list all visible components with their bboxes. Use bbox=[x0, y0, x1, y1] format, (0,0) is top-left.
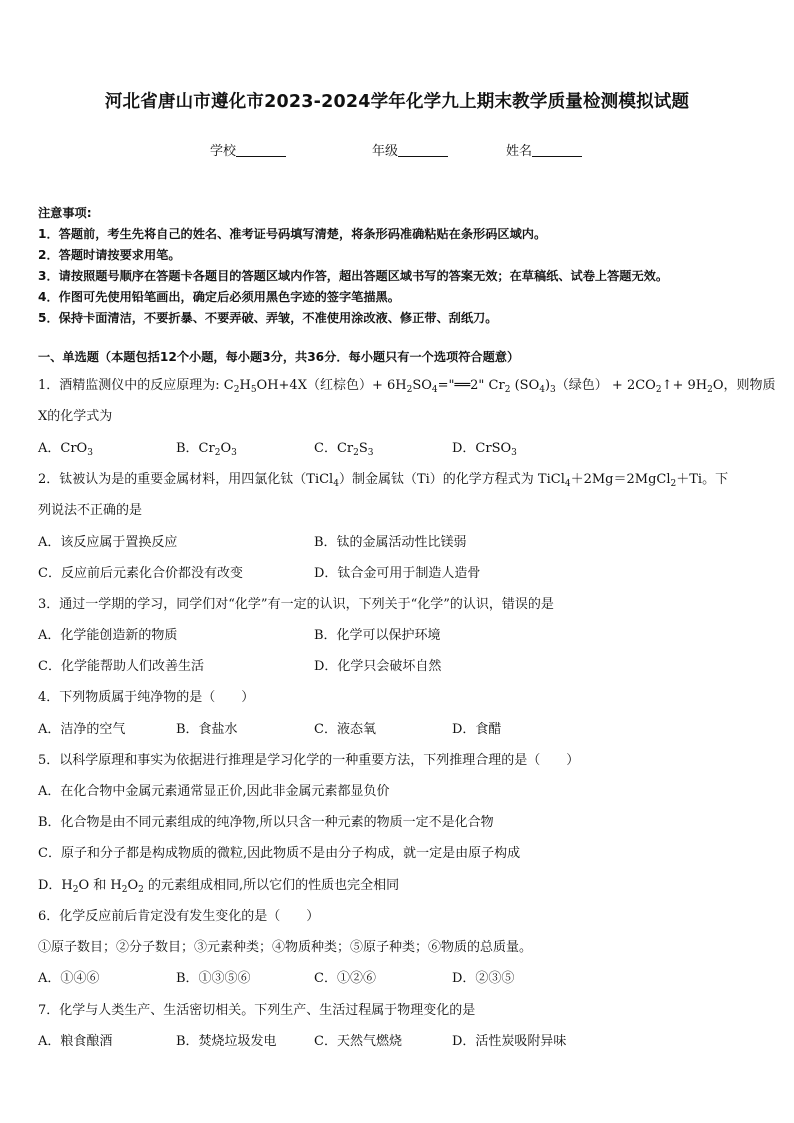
question-5-option-a[interactable]: A．在化合物中金属元素通常显正价,因此非金属元素都显负价 bbox=[38, 784, 390, 799]
school-blank[interactable] bbox=[236, 143, 286, 157]
question-4-stem: 4．下列物质属于纯净物的是（ ） bbox=[38, 690, 255, 705]
question-6-option-a[interactable]: A．①④⑥ bbox=[38, 971, 100, 986]
notice-item: 2．答题时请按要求用笔。 bbox=[38, 248, 181, 262]
question-7-stem: 7．化学与人类生产、生活密切相关。下列生产、生活过程属于物理变化的是 bbox=[38, 1003, 476, 1018]
question-5-stem: 5．以科学原理和事实为依据进行推理是学习化学的一种重要方法，下列推理合理的是（ ） bbox=[38, 753, 580, 768]
exam-title: 河北省唐山市遵化市2023-2024学年化学九上期末教学质量检测模拟试题 bbox=[104, 92, 690, 112]
question-2-stem-cont: 列说法不正确的是 bbox=[38, 503, 143, 518]
school-field[interactable]: 学校 bbox=[210, 140, 286, 159]
notice-item: 4．作图可先使用铅笔画出，确定后必须用黑色字迹的签字笔描黑。 bbox=[38, 290, 400, 304]
notice-title: 注意事项: bbox=[38, 206, 92, 220]
notice-item: 5．保持卡面清洁，不要折暴、不要弄破、弄皱，不准使用涂改液、修正带、刮纸刀。 bbox=[38, 311, 498, 325]
question-1-option-c[interactable]: C．$Cr_2S_3$ bbox=[314, 441, 374, 458]
question-4-option-d[interactable]: D．食醋 bbox=[452, 722, 502, 737]
question-2-option-b[interactable]: B．钛的金属活动性比镁弱 bbox=[314, 535, 467, 550]
question-7-option-a[interactable]: A．粮食酿酒 bbox=[38, 1034, 113, 1049]
question-1-stem-cont: X的化学式为 bbox=[38, 409, 113, 424]
question-2-option-d[interactable]: D．钛合金可用于制造人造骨 bbox=[314, 566, 481, 581]
name-field[interactable]: 姓名 bbox=[506, 140, 582, 159]
question-4-option-b[interactable]: B．食盐水 bbox=[176, 722, 238, 737]
section-title: 一、单选题（本题包括12个小题，每小题3分，共36分．每小题只有一个选项符合题意） bbox=[38, 350, 520, 364]
question-1-stem: 1．酒精监测仪中的反应原理为: $C_2H_5OH+4X$（红棕色）+ $6H_2SO_4="══2$" $Cr_2$ $(SO_4)_3$（绿色） + $2CO_2↑+ 9H_2O$，则物质 bbox=[38, 378, 776, 395]
question-6-option-c[interactable]: C．①②⑥ bbox=[314, 971, 376, 986]
name-blank[interactable] bbox=[532, 143, 582, 157]
question-2-option-c[interactable]: C．反应前后元素化合价都没有改变 bbox=[38, 566, 243, 581]
question-3-option-d[interactable]: D．化学只会破坏自然 bbox=[314, 659, 442, 674]
grade-blank[interactable] bbox=[398, 143, 448, 157]
question-1-option-d[interactable]: D．CrSO$_3$ bbox=[452, 441, 517, 458]
question-4-option-c[interactable]: C．液态氧 bbox=[314, 722, 376, 737]
question-6-items: ①原子数目；②分子数目；③元素种类；④物质种类；⑤原子种类；⑥物质的总质量。 bbox=[38, 940, 533, 955]
notice-item: 1．答题前，考生先将自己的姓名、准考证号码填写清楚，将条形码准确粘贴在条形码区域内。 bbox=[38, 227, 547, 241]
question-7-option-b[interactable]: B．焚烧垃圾发电 bbox=[176, 1034, 277, 1049]
question-3-stem: 3．通过一学期的学习，同学们对“化学”有一定的认识，下列关于“化学”的认识，错误的是 bbox=[38, 597, 554, 612]
question-6-stem: 6．化学反应前后肯定没有发生变化的是（ ） bbox=[38, 909, 320, 924]
question-5-option-c[interactable]: C．原子和分子都是构成物质的微粒,因此物质不是由分子构成，就一定是由原子构成 bbox=[38, 846, 521, 861]
question-1-option-b[interactable]: B．$Cr_2O_3$ bbox=[176, 441, 237, 458]
question-5-option-b[interactable]: B．化合物是由不同元素组成的纯净物,所以只含一种元素的物质一定不是化合物 bbox=[38, 815, 494, 830]
question-3-option-a[interactable]: A．化学能创造新的物质 bbox=[38, 628, 178, 643]
question-5-option-d[interactable]: D．$H_2O$ 和 $H_2O_2$ 的元素组成相同,所以它们的性质也完全相同 bbox=[38, 878, 400, 895]
question-3-option-b[interactable]: B．化学可以保护环境 bbox=[314, 628, 441, 643]
question-1-option-a[interactable]: A．CrO$_3$ bbox=[38, 441, 93, 458]
question-4-option-a[interactable]: A．洁净的空气 bbox=[38, 722, 126, 737]
grade-field[interactable]: 年级 bbox=[372, 140, 448, 159]
question-6-option-d[interactable]: D．②③⑤ bbox=[452, 971, 515, 986]
question-2-option-a[interactable]: A．该反应属于置换反应 bbox=[38, 535, 178, 550]
question-3-option-c[interactable]: C．化学能帮助人们改善生活 bbox=[38, 659, 204, 674]
question-6-option-b[interactable]: B．①③⑤⑥ bbox=[176, 971, 251, 986]
question-7-option-c[interactable]: C．天然气燃烧 bbox=[314, 1034, 402, 1049]
question-7-option-d[interactable]: D．活性炭吸附异味 bbox=[452, 1034, 567, 1049]
notice-item: 3．请按照题号顺序在答题卡各题目的答题区域内作答，超出答题区域书写的答案无效；在草稿纸、试卷上答题无效。 bbox=[38, 269, 669, 283]
question-2-stem: 2．钛被认为是的重要金属材料，用四氯化钛（TiCl$_4$）制金属钛（Ti）的化学方程式为 TiCl$_4$＋2Mg＝2MgCl$_2$＋Ti。下 bbox=[38, 472, 729, 489]
